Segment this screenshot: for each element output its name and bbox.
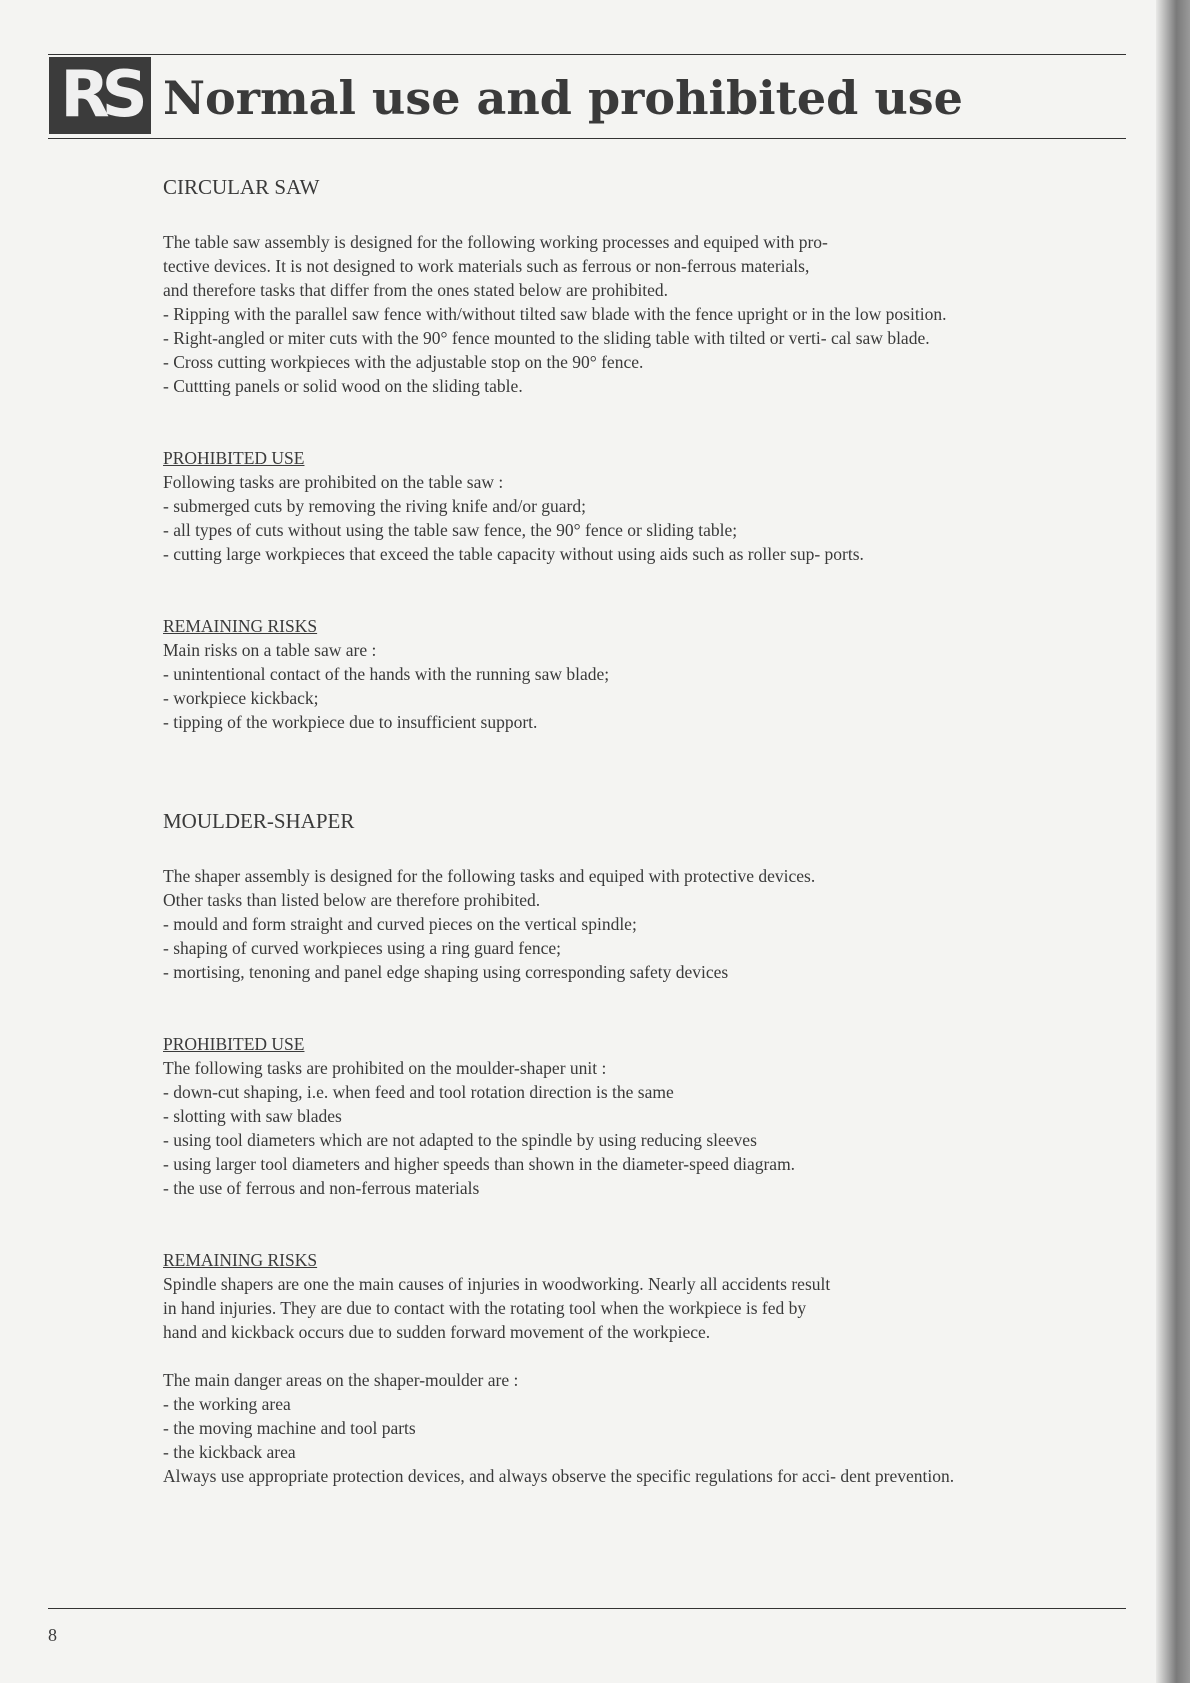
subsection-intro: Main risks on a table saw are :	[163, 640, 377, 660]
header-top-rule	[48, 54, 1126, 55]
page-number: 8	[48, 1625, 57, 1645]
list-item: - using larger tool diameters and higher speeds than shown in the diameter-speed diagram.	[163, 1154, 796, 1174]
header-bottom-rule	[48, 138, 1126, 139]
danger-areas-intro: The main danger areas on the shaper-moulder are :	[163, 1370, 519, 1390]
moulder-shaper-prohibited-use	[163, 1032, 963, 1200]
subsection-intro: The following tasks are prohibited on the moulder-shaper unit :	[163, 1058, 607, 1078]
circular-saw-prohibited-use	[163, 446, 963, 566]
subsection-heading: PROHIBITED USE	[163, 1034, 305, 1054]
list-item: - Cuttting panels or solid wood on the sliding table.	[163, 376, 523, 396]
list-item: - Right-angled or miter cuts with the 90° fence mounted to the sliding table with tilted or verti- cal saw blade.	[163, 328, 930, 348]
list-item: - unintentional contact of the hands with the running saw blade;	[163, 664, 610, 684]
subsection-heading: REMAINING RISKS	[163, 1250, 318, 1270]
list-item: - all types of cuts without using the table saw fence, the 90° fence or sliding table;	[163, 520, 738, 540]
list-item: - the use of ferrous and non-ferrous materials	[163, 1178, 480, 1198]
subsection-heading: PROHIBITED USE	[163, 448, 305, 468]
list-item: - mortising, tenoning and panel edge shaping using corresponding safety devices	[163, 962, 729, 982]
list-item: - mould and form straight and curved pieces on the vertical spindle;	[163, 914, 637, 934]
page-content	[163, 172, 963, 1488]
circular-saw-remaining-risks	[163, 614, 963, 734]
subsection-intro: Following tasks are prohibited on the table saw :	[163, 472, 504, 492]
list-item: - shaping of curved workpieces using a ring guard fence;	[163, 938, 561, 958]
footer-rule	[48, 1608, 1126, 1609]
list-item: - Cross cutting workpieces with the adjustable stop on the 90° fence.	[163, 352, 644, 372]
page-binding-edge	[1156, 0, 1190, 1683]
list-item: - Ripping with the parallel saw fence with/without tilted saw blade with the fence upright or in the low position.	[163, 304, 947, 324]
section-heading-moulder-shaper: MOULDER-SHAPER	[163, 809, 355, 833]
list-item: - cutting large workpieces that exceed the table capacity without using aids such as roller sup- ports.	[163, 544, 864, 564]
circular-saw-intro	[163, 230, 963, 398]
list-item: - submerged cuts by removing the riving knife and/or guard;	[163, 496, 586, 516]
paragraph-line: hand and kickback occurs due to sudden forward movement of the workpiece.	[163, 1322, 711, 1342]
list-item: - tipping of the workpiece due to insufficient support.	[163, 712, 538, 732]
intro-line: The shaper assembly is designed for the following tasks and equiped with protective devices.	[163, 866, 816, 886]
intro-line: The table saw assembly is designed for the following working processes and equiped with pro-	[163, 232, 828, 252]
list-item: - slotting with saw blades	[163, 1106, 342, 1126]
list-item: - using tool diameters which are not adapted to the spindle by using reducing sleeves	[163, 1130, 757, 1150]
page-title: Normal use and prohibited use	[163, 71, 963, 125]
intro-line: Other tasks than listed below are therefore prohibited.	[163, 890, 541, 910]
list-item: - the working area	[163, 1394, 291, 1414]
list-item: - workpiece kickback;	[163, 688, 319, 708]
section-heading-circular-saw: CIRCULAR SAW	[163, 175, 320, 199]
intro-line: tective devices. It is not designed to work materials such as ferrous or non-ferrous materials,	[163, 256, 810, 276]
list-item: - the kickback area	[163, 1442, 296, 1462]
intro-line: and therefore tasks that differ from the ones stated below are prohibited.	[163, 280, 669, 300]
brand-logo: RS	[49, 57, 151, 134]
closing-note: Always use appropriate protection devices, and always observe the specific regulations for acci- dent prevention.	[163, 1466, 955, 1486]
paragraph-line: Spindle shapers are one the main causes of injuries in woodworking. Nearly all accidents result	[163, 1274, 831, 1294]
paragraph-line: in hand injuries. They are due to contact with the rotating tool when the workpiece is fed by	[163, 1298, 807, 1318]
moulder-shaper-intro	[163, 864, 963, 984]
list-item: - down-cut shaping, i.e. when feed and tool rotation direction is the same	[163, 1082, 674, 1102]
moulder-shaper-remaining-risks	[163, 1248, 963, 1488]
list-item: - the moving machine and tool parts	[163, 1418, 416, 1438]
subsection-heading: REMAINING RISKS	[163, 616, 318, 636]
